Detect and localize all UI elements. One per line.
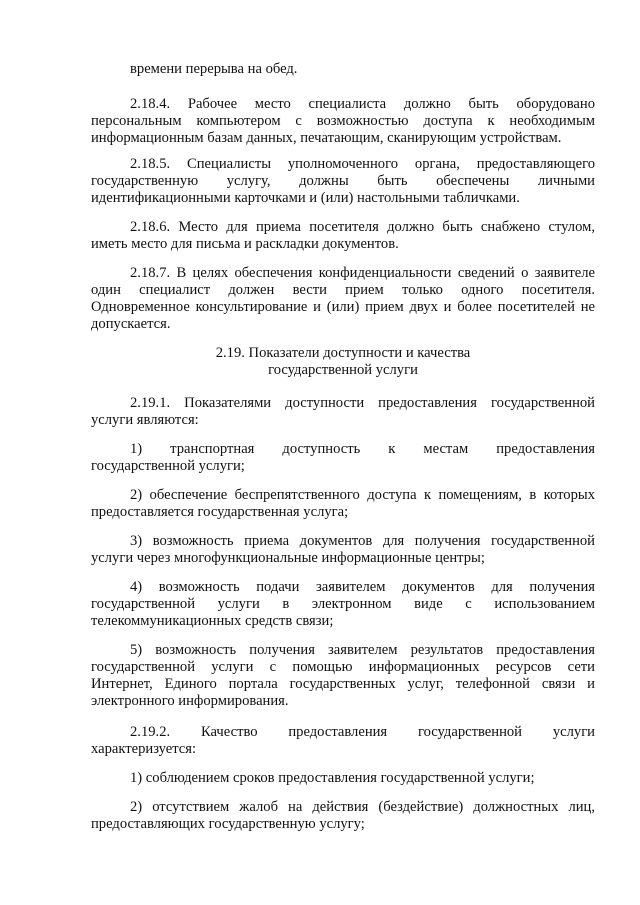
text-line: государственной услуги с помощью информационных ресурсов сети [91,659,595,675]
text-line: предоставляется государственная услуга; [91,504,349,520]
text-line: услуги являются: [91,412,199,428]
text-line: иметь место для письма и раскладки документов. [91,236,399,252]
text-line: 3) возможность приема документов для получения государственной [130,533,595,549]
section-heading: 2.19. Показатели доступности и качества [215,345,471,361]
text-line: 5) возможность получения заявителем результатов предоставления [130,642,595,658]
text-line: 2.18.5. Специалисты уполномоченного органа, предоставляющего [130,156,595,172]
text-line: персональным компьютером с возможностью доступа к необходимым [91,113,595,129]
text-line: 2.18.6. Место для приема посетителя должно быть снабжено стулом, [130,219,595,235]
text-line: электронного информирования. [91,693,289,709]
text-line: 2.19.2. Качество предоставления государственной услуги [130,724,595,740]
text-line: 2.18.4. Рабочее место специалиста должно быть оборудовано [130,96,595,112]
section-heading: государственной услуги [268,362,418,378]
text-line: государственной услуги; [91,458,245,474]
text-line: Одновременное консультирование и (или) прием двух и более посетителей не [91,299,595,315]
text-line: характеризуется: [91,741,197,757]
text-line: допускается. [91,316,171,332]
text-line: 2.19.1. Показателями доступности предоставления государственной [130,395,595,411]
text-line: Интернет, Единого портала государственных услуг, телефонной связи и [91,676,595,692]
text-line: 4) возможность подачи заявителем документов для получения [130,579,595,595]
text-line: 2) обеспечение беспрепятственного доступа к помещениям, в которых [130,487,595,503]
text-line: 2.18.7. В целях обеспечения конфиденциальности сведений о заявителе [130,265,595,281]
text-line: телекоммуникационных средств связи; [91,613,334,629]
text-line: один специалист должен вести прием только одного посетителя. [91,282,595,298]
text-line: времени перерыва на обед. [130,61,298,77]
text-line: государственной услуги в электронном виде с использованием [91,596,595,612]
text-line: услуги через многофункциональные информационные центры; [91,550,485,566]
text-line: предоставляющих государственную услугу; [91,816,365,832]
text-line: 2) отсутствием жалоб на действия (бездействие) должностных лиц, [130,799,595,815]
text-line: 1) соблюдением сроков предоставления государственной услуги; [130,770,535,786]
text-line: государственную услугу, должны быть обеспечены личными [91,173,595,189]
text-line: информационным базам данных, печатающим, сканирующим устройствам. [91,130,562,146]
text-line: идентификационными карточками и (или) настольными табличками. [91,190,520,206]
text-line: 1) транспортная доступность к местам предоставления [130,441,595,457]
